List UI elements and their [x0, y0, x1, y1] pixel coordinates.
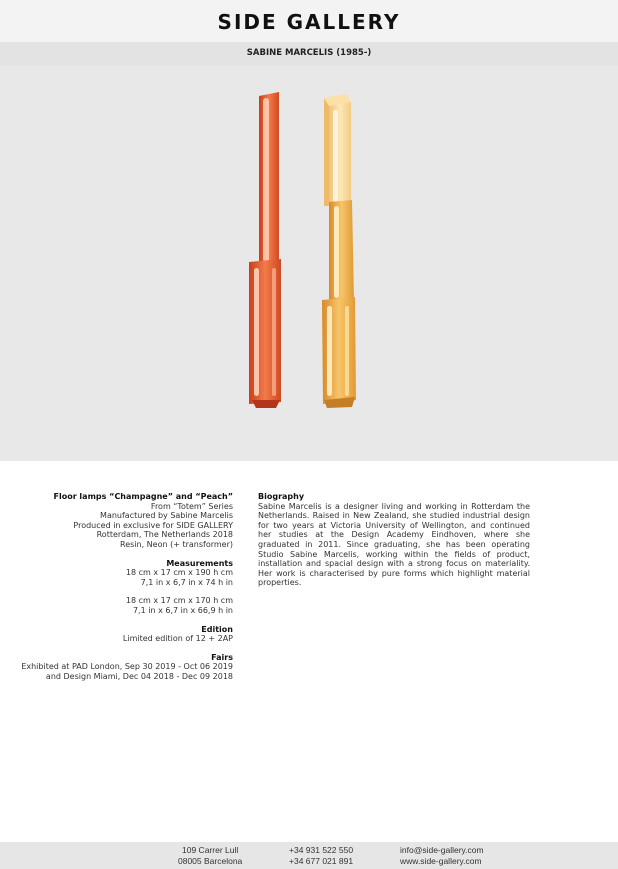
edition-text: Limited edition of 12 + 2AP	[122, 634, 233, 644]
header-bar	[0, 0, 618, 42]
artwork-title: Floor lamps “Champagne” and “Peach”	[53, 492, 233, 501]
details-line: Rotterdam, The Netherlands 2018	[96, 530, 233, 540]
footer-contact	[400, 845, 484, 867]
measurement-line: 7,1 in x 6,7 in x 66,9 h in	[132, 605, 233, 615]
details-line: Resin, Neon (+ transformer)	[120, 539, 233, 549]
email-link[interactable]: info@side-gallery.com	[400, 845, 484, 855]
footer-phones	[289, 845, 353, 867]
fair-line: Exhibited at PAD London, Sep 30 2019 - Oct 06 2019	[21, 662, 233, 672]
edition-heading: Edition	[201, 624, 233, 634]
measurement-line: 7,1 in x 6,7 in x 74 h in	[140, 577, 233, 587]
biography-heading: Biography	[258, 492, 305, 501]
champagne-lamp	[322, 94, 356, 408]
biography-text: Sabine Marcelis is a designer living and working in Rotterdam the Netherlands. Raised in New Zealand, she studied industrial design for two years at Victoria University of Wellington, and continued her studies at the Design Academy Eindhoven, where she graduated in 2011. Since graduating, she has been operating Studio Sabine Marcelis, working within the fields of product, installation and spacial design with a strong focus on materiality. Her work is characterised by pure forms which highlight material properties.	[258, 501, 530, 588]
address-city: 08005 Barcelona	[178, 856, 243, 866]
measurements-heading: Measurements	[166, 558, 233, 568]
gallery-logo: SIDE GALLERY	[217, 10, 401, 34]
artist-name: SABINE MARCELIS (1985-)	[246, 48, 372, 58]
product-photo	[0, 66, 618, 461]
biography-section	[258, 492, 530, 588]
lamps-illustration	[0, 66, 618, 461]
footer-address	[178, 845, 242, 867]
footer-bar	[0, 842, 618, 869]
phone-primary[interactable]: +34 931 522 550	[289, 845, 354, 855]
artist-bar	[0, 42, 618, 66]
peach-lamp	[249, 92, 281, 408]
phone-secondary[interactable]: +34 677 021 891	[289, 856, 354, 866]
website-link[interactable]: www.side-gallery.com	[400, 856, 482, 866]
artwork-details	[0, 492, 233, 682]
fair-line: and Design Miami, Dec 04 2018 - Dec 09 2018	[45, 671, 233, 681]
details-line: Produced in exclusive for SIDE GALLERY	[73, 520, 233, 530]
details-line: From “Totem” Series	[150, 501, 233, 511]
fairs-heading: Fairs	[211, 652, 233, 662]
address-street: 109 Carrer Lull	[182, 845, 239, 855]
measurement-line: 18 cm x 17 cm x 170 h cm	[125, 596, 233, 606]
measurement-line: 18 cm x 17 cm x 190 h cm	[125, 568, 233, 578]
details-line: Manufactured by Sabine Marcelis	[100, 511, 233, 521]
